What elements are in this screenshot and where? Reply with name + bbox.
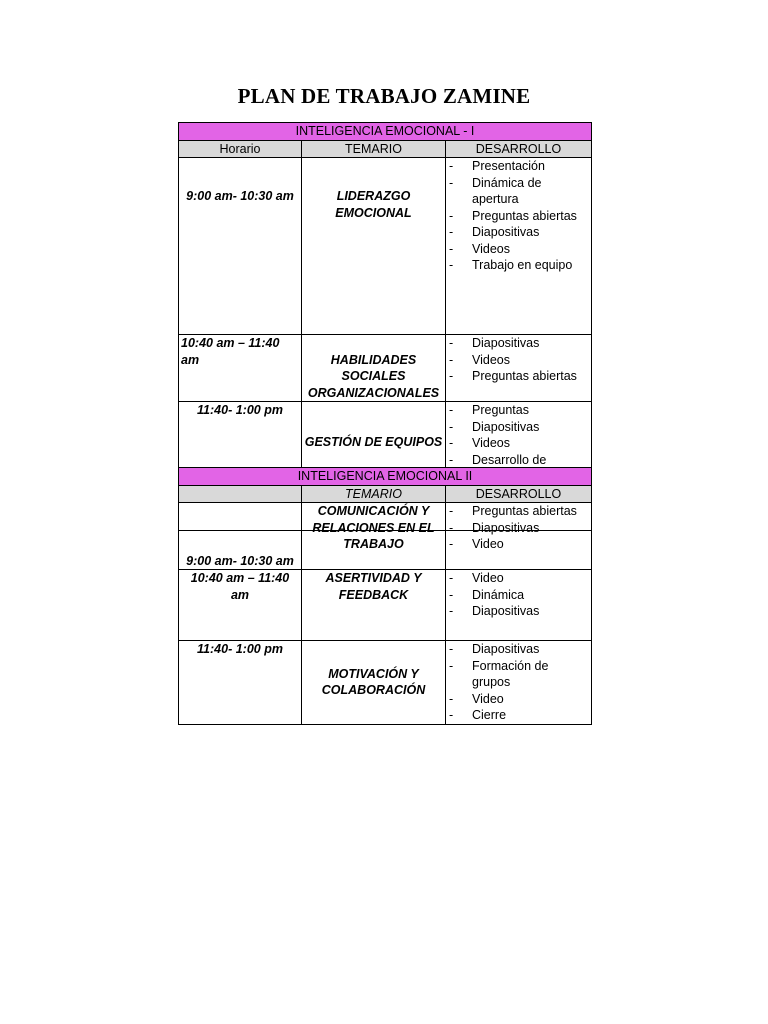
activity-list: [448, 335, 589, 385]
table-row: [179, 641, 592, 725]
activities-cell: [446, 503, 592, 570]
schedule-table-2: [178, 467, 592, 725]
column-header-row: [179, 140, 592, 158]
time-cell: 11:40- 1:00 pm: [179, 641, 302, 725]
topic-cell: ASERTIVIDAD Y FEEDBACK: [302, 570, 446, 641]
list-item: - Video: [448, 691, 589, 708]
list-item: - Preguntas abiertas: [448, 368, 589, 385]
list-item: - Videos: [448, 352, 589, 369]
list-item: - Diapositivas: [448, 603, 589, 620]
list-item: - Video: [448, 536, 589, 553]
table-row: [179, 335, 592, 402]
list-item: - Dinámica: [448, 587, 589, 604]
list-item: - Desarrollo de: [448, 452, 589, 485]
activities-cell: [446, 335, 592, 402]
list-item: - Preguntas abiertas: [448, 208, 589, 225]
list-item: - Diapositivas: [448, 224, 589, 241]
activity-list: [448, 158, 589, 274]
list-item: - Preguntas: [448, 402, 589, 419]
column-header-row: [179, 485, 592, 503]
activity-list: [448, 570, 589, 620]
list-item: - Preguntas abiertas: [448, 503, 589, 520]
activities-cell: [446, 641, 592, 725]
table-row: [179, 503, 592, 570]
topic-cell: LIDERAZGO EMOCIONAL: [302, 158, 446, 335]
time-cell: 9:00 am- 10:30 am: [179, 503, 302, 570]
list-item: - Videos: [448, 241, 589, 258]
list-item: - Trabajo en equipo: [448, 257, 589, 274]
header-horario: Horario: [179, 140, 302, 158]
topic-cell: COMUNICACIÓN Y RELACIONES EN EL TRABAJO: [302, 503, 446, 570]
list-item: - Formación de grupos: [448, 658, 589, 691]
list-item: - Diapositivas: [448, 641, 589, 658]
time-cell: 10:40 am – 11:40 am: [179, 335, 302, 402]
table-row: [179, 158, 592, 335]
header-horario-empty: [179, 485, 302, 503]
list-item: - Cierre: [448, 707, 589, 724]
list-item: - Diapositivas: [448, 335, 589, 352]
header-desarrollo: DESARROLLO: [446, 485, 592, 503]
topic-cell: MOTIVACIÓN Y COLABORACIÓN: [302, 641, 446, 725]
section-header-row: [179, 123, 592, 141]
header-temario: TEMARIO: [302, 485, 446, 503]
topic-cell: GESTIÓN DE EQUIPOS: [302, 402, 446, 531]
list-item: - Video: [448, 570, 589, 587]
time-cell: 9:00 am- 10:30 am: [179, 158, 302, 335]
table-row: [179, 570, 592, 641]
section-title: INTELIGENCIA EMOCIONAL - I: [179, 123, 592, 141]
activity-list: [448, 641, 589, 724]
activities-cell: [446, 570, 592, 641]
activity-list: [448, 503, 589, 553]
list-item: - Presentación: [448, 158, 589, 175]
topic-cell: HABILIDADES SOCIALES ORGANIZACIONALES: [302, 335, 446, 402]
time-cell: 11:40- 1:00 pm: [179, 402, 302, 531]
time-cell: 10:40 am – 11:40 am: [179, 570, 302, 641]
activities-cell: [446, 158, 592, 335]
list-item: - Diapositivas: [448, 419, 589, 436]
page-title: PLAN DE TRABAJO ZAMINE: [237, 84, 531, 108]
list-item: - Diapositivas: [448, 520, 589, 537]
section-title: INTELIGENCIA EMOCIONAL II: [179, 468, 592, 486]
list-item: - Videos: [448, 435, 589, 452]
section-header-row: [179, 468, 592, 486]
header-desarrollo: DESARROLLO: [446, 140, 592, 158]
header-temario: TEMARIO: [302, 140, 446, 158]
list-item: - Dinámica de apertura: [448, 175, 589, 208]
